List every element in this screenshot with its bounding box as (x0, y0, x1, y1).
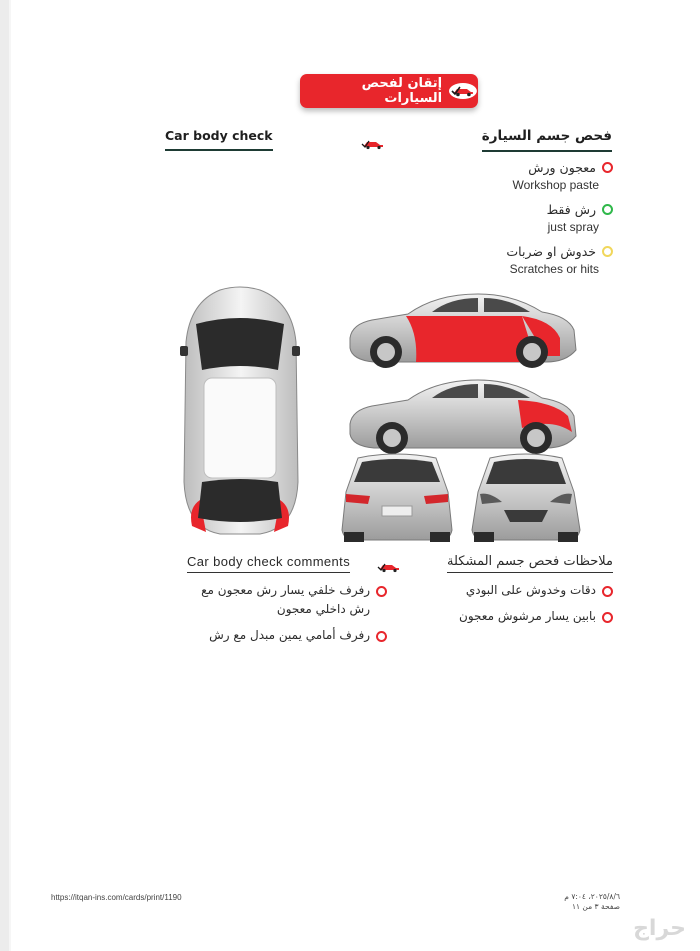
legend (413, 160, 613, 286)
comment-item (403, 581, 613, 600)
car-body-diagram (180, 282, 600, 547)
comments-list-right (403, 581, 613, 633)
red-dot-icon (376, 631, 387, 642)
comment-text: بابين يسار مرشوش معجون (459, 609, 596, 623)
yellow-dot-icon (602, 246, 613, 257)
red-dot-icon (602, 162, 613, 173)
car-top-view (180, 287, 300, 534)
brand-badge (300, 74, 478, 108)
red-dot-icon (602, 612, 613, 623)
car-side-view-left (350, 294, 576, 368)
comments-title-en: Car body check comments (187, 554, 350, 573)
comment-item (187, 581, 387, 619)
watermark: حراج (633, 916, 686, 941)
section-title-ar: فحص جسم السيارة (482, 128, 612, 152)
footer-datetime: ٢٠٢٥/٨/٦، ٧:٠٤ م (564, 892, 620, 901)
car-rear-view (342, 454, 452, 542)
comment-item (187, 626, 387, 645)
legend-item-scratches (413, 244, 613, 276)
comment-item (403, 607, 613, 626)
legend-label-en: Workshop paste (512, 178, 599, 192)
legend-item-just-spray (413, 202, 613, 234)
car-front-view (472, 454, 580, 542)
legend-label-ar: خدوش او ضربات (506, 244, 596, 259)
comment-text: رفرف خلفي يسار رش معجون مع رش داخلي معجون (201, 583, 370, 616)
legend-label-en: Scratches or hits (509, 262, 599, 276)
comments-list-left (187, 581, 387, 652)
section-title-en: Car body check (165, 128, 273, 151)
brand-name: إتقان لفحص السيارات (361, 76, 443, 106)
page-edge-highlight (9, 0, 11, 951)
red-dot-icon (602, 586, 613, 597)
legend-item-workshop-paste (413, 160, 613, 192)
comment-text: دقات وخدوش على البودي (465, 583, 596, 597)
car-logo-icon (360, 137, 386, 151)
red-dot-icon (376, 586, 387, 597)
footer-meta (564, 892, 620, 912)
comment-text: رفرف أمامي يمين مبدل مع رش (209, 628, 370, 642)
legend-label-ar: معجون ورش (528, 160, 596, 175)
legend-label-ar: رش فقط (546, 202, 596, 217)
legend-label-en: just spray (547, 220, 599, 234)
page-edge (0, 0, 9, 951)
green-dot-icon (602, 204, 613, 215)
footer-url: https://itqan-ins.com/cards/print/1190 (51, 893, 182, 902)
comments-title-ar: ملاحظات فحص جسم المشكلة (447, 554, 613, 573)
car-check-logo-icon (448, 82, 478, 100)
car-logo-icon (376, 560, 402, 574)
footer-page-number: صفحة ٣ من ١١ (571, 902, 620, 911)
car-side-view-right (350, 380, 576, 454)
